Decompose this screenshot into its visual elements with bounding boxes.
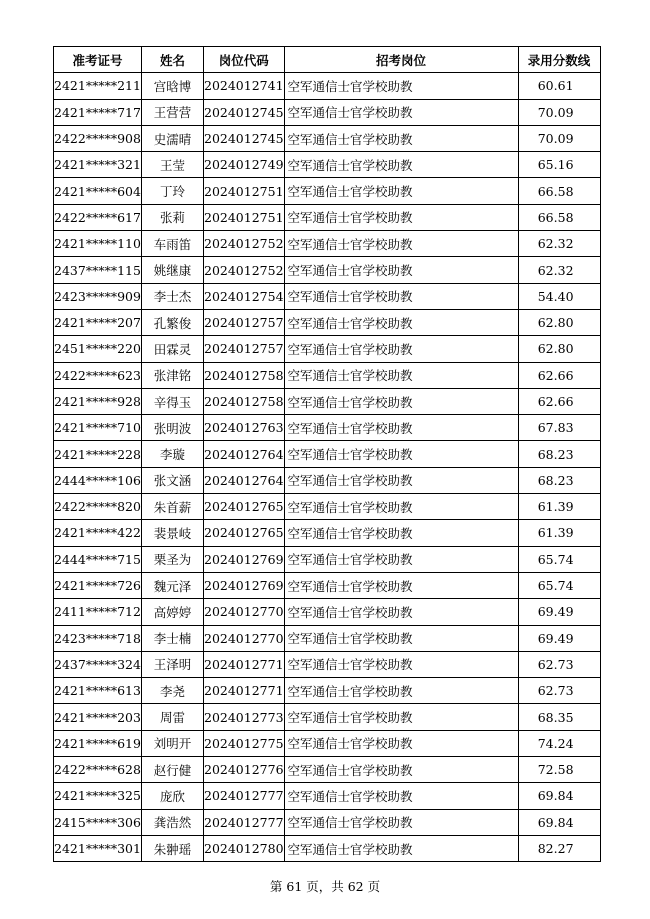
name-cell: 朱首薪 <box>142 494 204 520</box>
exam-id-cell: 2421*****301 <box>54 835 142 861</box>
name-cell: 庞欣 <box>142 783 204 809</box>
table-row <box>54 336 601 362</box>
position-code-cell: 2024012763 <box>204 415 285 441</box>
name-cell: 李璇 <box>142 441 204 467</box>
exam-id-cell: 2437*****324 <box>54 651 142 677</box>
table-row <box>54 651 601 677</box>
header-exam-id: 准考证号 <box>54 47 142 73</box>
table-row <box>54 362 601 388</box>
position-cell: 空军通信士官学校助教 <box>284 441 518 467</box>
position-cell: 空军通信士官学校助教 <box>284 99 518 125</box>
position-code-cell: 2024012770 <box>204 599 285 625</box>
position-cell: 空军通信士官学校助教 <box>284 625 518 651</box>
exam-id-cell: 2421*****228 <box>54 441 142 467</box>
position-cell: 空军通信士官学校助教 <box>284 257 518 283</box>
position-cell: 空军通信士官学校助教 <box>284 572 518 598</box>
table-row <box>54 467 601 493</box>
table-row <box>54 231 601 257</box>
position-cell: 空军通信士官学校助教 <box>284 467 518 493</box>
table-row <box>54 757 601 783</box>
name-cell: 孔繁俊 <box>142 309 204 335</box>
score-cell: 69.49 <box>518 625 600 651</box>
position-cell: 空军通信士官学校助教 <box>284 204 518 230</box>
position-code-cell: 2024012771 <box>204 678 285 704</box>
table-row <box>54 283 601 309</box>
position-code-cell: 2024012769 <box>204 546 285 572</box>
table-row <box>54 730 601 756</box>
position-code-cell: 2024012754 <box>204 283 285 309</box>
score-cell: 68.23 <box>518 467 600 493</box>
table-body <box>54 73 601 862</box>
position-code-cell: 2024012775 <box>204 730 285 756</box>
name-cell: 王莹 <box>142 152 204 178</box>
position-code-cell: 2024012752 <box>204 257 285 283</box>
position-code-cell: 2024012773 <box>204 704 285 730</box>
table-row <box>54 520 601 546</box>
name-cell: 李士杰 <box>142 283 204 309</box>
score-cell: 61.39 <box>518 494 600 520</box>
score-cell: 66.58 <box>518 178 600 204</box>
exam-id-cell: 2421*****619 <box>54 730 142 756</box>
score-cell: 62.73 <box>518 651 600 677</box>
header-score-line: 录用分数线 <box>518 47 600 73</box>
table-row <box>54 678 601 704</box>
score-cell: 74.24 <box>518 730 600 756</box>
header-name: 姓名 <box>142 47 204 73</box>
position-cell: 空军通信士官学校助教 <box>284 283 518 309</box>
exam-id-cell: 2421*****422 <box>54 520 142 546</box>
header-position: 招考岗位 <box>284 47 518 73</box>
position-cell: 空军通信士官学校助教 <box>284 309 518 335</box>
exam-id-cell: 2444*****715 <box>54 546 142 572</box>
position-code-cell: 2024012765 <box>204 520 285 546</box>
position-cell: 空军通信士官学校助教 <box>284 415 518 441</box>
name-cell: 魏元泽 <box>142 572 204 598</box>
score-cell: 70.09 <box>518 99 600 125</box>
table-row <box>54 257 601 283</box>
score-cell: 66.58 <box>518 204 600 230</box>
table-row <box>54 152 601 178</box>
score-cell: 69.84 <box>518 783 600 809</box>
exam-id-cell: 2422*****623 <box>54 362 142 388</box>
position-code-cell: 2024012770 <box>204 625 285 651</box>
position-cell: 空军通信士官学校助教 <box>284 336 518 362</box>
score-cell: 68.35 <box>518 704 600 730</box>
table-row <box>54 178 601 204</box>
name-cell: 王营营 <box>142 99 204 125</box>
exam-id-cell: 2422*****628 <box>54 757 142 783</box>
name-cell: 车雨笛 <box>142 231 204 257</box>
position-code-cell: 2024012776 <box>204 757 285 783</box>
name-cell: 张津铭 <box>142 362 204 388</box>
position-cell: 空军通信士官学校助教 <box>284 783 518 809</box>
table-row <box>54 546 601 572</box>
position-code-cell: 2024012749 <box>204 152 285 178</box>
score-cell: 62.80 <box>518 336 600 362</box>
position-cell: 空军通信士官学校助教 <box>284 809 518 835</box>
exam-id-cell: 2451*****220 <box>54 336 142 362</box>
table-row <box>54 783 601 809</box>
position-code-cell: 2024012757 <box>204 336 285 362</box>
name-cell: 张文涵 <box>142 467 204 493</box>
exam-id-cell: 2421*****726 <box>54 572 142 598</box>
exam-id-cell: 2421*****325 <box>54 783 142 809</box>
name-cell: 史濡晴 <box>142 125 204 151</box>
exam-id-cell: 2423*****718 <box>54 625 142 651</box>
position-cell: 空军通信士官学校助教 <box>284 73 518 99</box>
table-row <box>54 625 601 651</box>
position-cell: 空军通信士官学校助教 <box>284 599 518 625</box>
name-cell: 田霖灵 <box>142 336 204 362</box>
position-cell: 空军通信士官学校助教 <box>284 231 518 257</box>
position-cell: 空军通信士官学校助教 <box>284 678 518 704</box>
score-cell: 65.16 <box>518 152 600 178</box>
score-cell: 62.66 <box>518 388 600 414</box>
name-cell: 李尧 <box>142 678 204 704</box>
position-cell: 空军通信士官学校助教 <box>284 152 518 178</box>
exam-id-cell: 2421*****717 <box>54 99 142 125</box>
name-cell: 刘明开 <box>142 730 204 756</box>
position-cell: 空军通信士官学校助教 <box>284 704 518 730</box>
exam-id-cell: 2423*****909 <box>54 283 142 309</box>
table-row <box>54 125 601 151</box>
table-row <box>54 204 601 230</box>
name-cell: 赵行健 <box>142 757 204 783</box>
position-cell: 空军通信士官学校助教 <box>284 125 518 151</box>
position-code-cell: 2024012745 <box>204 99 285 125</box>
name-cell: 李士楠 <box>142 625 204 651</box>
admission-score-table <box>53 46 601 862</box>
exam-id-cell: 2415*****306 <box>54 809 142 835</box>
page-number: 第 61 页，共 62 页 <box>269 879 381 894</box>
name-cell: 宫晗博 <box>142 73 204 99</box>
score-cell: 62.32 <box>518 231 600 257</box>
position-code-cell: 2024012751 <box>204 204 285 230</box>
table-row <box>54 809 601 835</box>
position-code-cell: 2024012764 <box>204 441 285 467</box>
table-header-row <box>54 47 601 73</box>
position-cell: 空军通信士官学校助教 <box>284 388 518 414</box>
position-code-cell: 2024012745 <box>204 125 285 151</box>
exam-id-cell: 2421*****110 <box>54 231 142 257</box>
name-cell: 姚继康 <box>142 257 204 283</box>
position-code-cell: 2024012777 <box>204 809 285 835</box>
exam-id-cell: 2421*****203 <box>54 704 142 730</box>
name-cell: 龚浩然 <box>142 809 204 835</box>
score-cell: 62.73 <box>518 678 600 704</box>
exam-id-cell: 2421*****928 <box>54 388 142 414</box>
name-cell: 张莉 <box>142 204 204 230</box>
table-row <box>54 99 601 125</box>
exam-id-cell: 2421*****710 <box>54 415 142 441</box>
position-code-cell: 2024012752 <box>204 231 285 257</box>
position-code-cell: 2024012757 <box>204 309 285 335</box>
name-cell: 栗圣为 <box>142 546 204 572</box>
position-cell: 空军通信士官学校助教 <box>284 494 518 520</box>
score-cell: 61.39 <box>518 520 600 546</box>
score-cell: 67.83 <box>518 415 600 441</box>
exam-id-cell: 2421*****211 <box>54 73 142 99</box>
position-code-cell: 2024012777 <box>204 783 285 809</box>
position-cell: 空军通信士官学校助教 <box>284 178 518 204</box>
score-cell: 82.27 <box>518 835 600 861</box>
position-code-cell: 2024012751 <box>204 178 285 204</box>
position-code-cell: 2024012765 <box>204 494 285 520</box>
exam-id-cell: 2422*****617 <box>54 204 142 230</box>
name-cell: 朱翀瑶 <box>142 835 204 861</box>
score-cell: 72.58 <box>518 757 600 783</box>
table-row <box>54 835 601 861</box>
table-row <box>54 599 601 625</box>
position-cell: 空军通信士官学校助教 <box>284 362 518 388</box>
score-cell: 65.74 <box>518 572 600 598</box>
position-code-cell: 2024012764 <box>204 467 285 493</box>
position-code-cell: 2024012758 <box>204 362 285 388</box>
score-cell: 65.74 <box>518 546 600 572</box>
position-code-cell: 2024012741 <box>204 73 285 99</box>
exam-id-cell: 2411*****712 <box>54 599 142 625</box>
exam-id-cell: 2422*****820 <box>54 494 142 520</box>
position-cell: 空军通信士官学校助教 <box>284 757 518 783</box>
position-cell: 空军通信士官学校助教 <box>284 520 518 546</box>
table-row <box>54 441 601 467</box>
score-cell: 68.23 <box>518 441 600 467</box>
exam-id-cell: 2422*****908 <box>54 125 142 151</box>
name-cell: 辛得玉 <box>142 388 204 414</box>
exam-id-cell: 2421*****321 <box>54 152 142 178</box>
position-code-cell: 2024012769 <box>204 572 285 598</box>
header-position-code: 岗位代码 <box>204 47 285 73</box>
score-cell: 60.61 <box>518 73 600 99</box>
position-code-cell: 2024012758 <box>204 388 285 414</box>
table-row <box>54 388 601 414</box>
exam-id-cell: 2421*****207 <box>54 309 142 335</box>
name-cell: 丁玲 <box>142 178 204 204</box>
position-cell: 空军通信士官学校助教 <box>284 835 518 861</box>
position-cell: 空军通信士官学校助教 <box>284 546 518 572</box>
table-row <box>54 704 601 730</box>
table-row <box>54 415 601 441</box>
table-row <box>54 309 601 335</box>
score-cell: 62.80 <box>518 309 600 335</box>
name-cell: 张明波 <box>142 415 204 441</box>
table-row <box>54 494 601 520</box>
score-cell: 69.84 <box>518 809 600 835</box>
name-cell: 王泽明 <box>142 651 204 677</box>
score-cell: 62.32 <box>518 257 600 283</box>
name-cell: 高婷婷 <box>142 599 204 625</box>
score-cell: 62.66 <box>518 362 600 388</box>
exam-id-cell: 2444*****106 <box>54 467 142 493</box>
position-cell: 空军通信士官学校助教 <box>284 730 518 756</box>
name-cell: 周雷 <box>142 704 204 730</box>
score-cell: 54.40 <box>518 283 600 309</box>
position-code-cell: 2024012771 <box>204 651 285 677</box>
position-cell: 空军通信士官学校助教 <box>284 651 518 677</box>
table-row <box>54 572 601 598</box>
table-row <box>54 73 601 99</box>
score-cell: 70.09 <box>518 125 600 151</box>
score-cell: 69.49 <box>518 599 600 625</box>
exam-id-cell: 2421*****604 <box>54 178 142 204</box>
exam-id-cell: 2421*****613 <box>54 678 142 704</box>
exam-id-cell: 2437*****115 <box>54 257 142 283</box>
name-cell: 裴景岐 <box>142 520 204 546</box>
position-code-cell: 2024012780 <box>204 835 285 861</box>
